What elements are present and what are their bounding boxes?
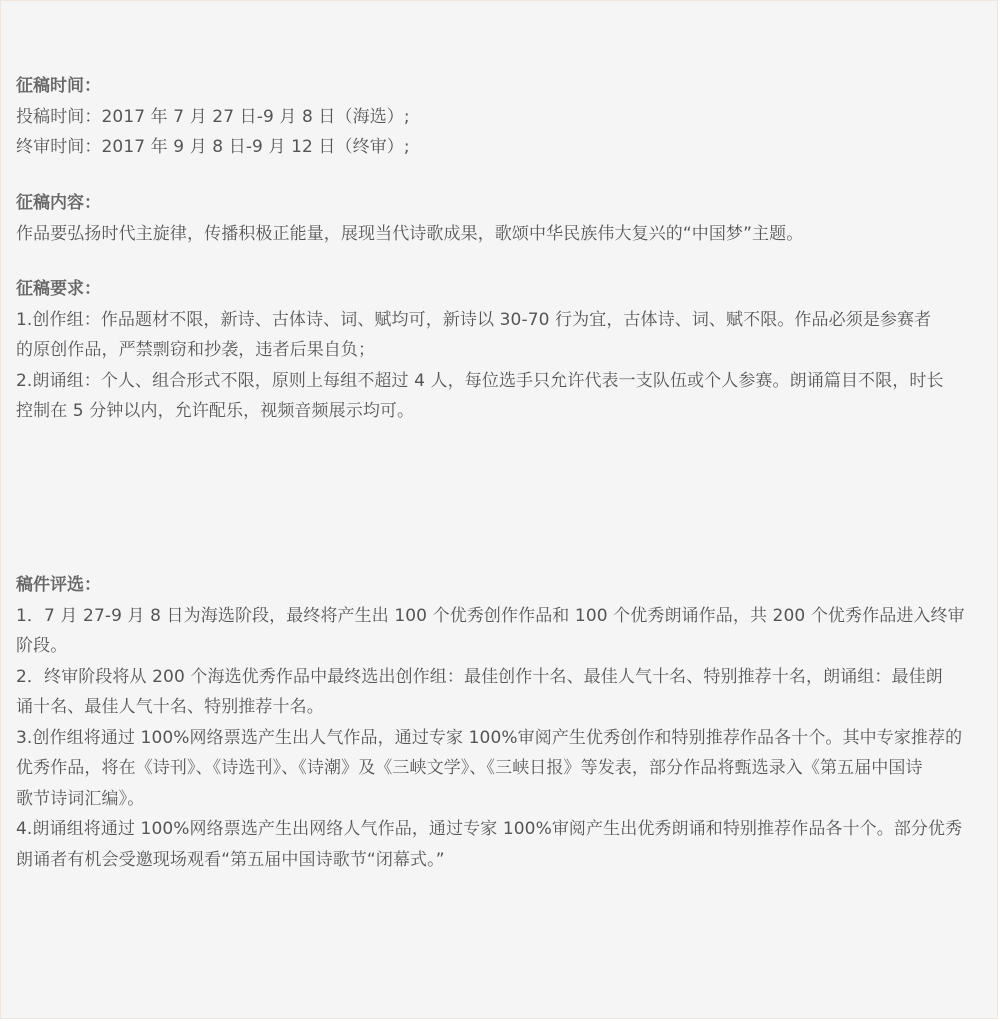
selection-section [16, 570, 977, 875]
paragraph-line: 歌节诗词汇编》。 [16, 788, 145, 809]
paragraph-line: 2．终审阶段将从 200 个海选优秀作品中最终选出创作组：最佳创作十名、最佳人气十名、特别推荐十名，朗诵组：最佳朗 [16, 666, 943, 687]
paragraph-line: 终审时间：2017 年 9 月 8 日-9 月 12 日（终审）; [16, 137, 410, 157]
section-heading: 征稿内容： [16, 193, 101, 213]
paragraph-line: 控制在 5 分钟以内，允许配乐，视频音频展示均可。 [16, 401, 415, 421]
submission-time-section [16, 71, 977, 163]
section-heading: 稿件评选： [16, 575, 101, 595]
paragraph-line: 4.朗诵组将通过 100%网络票选产生出网络人气作品，通过专家 100%审阅产生出优秀朗诵和特别推荐作品各十个。部分优秀 [16, 819, 963, 839]
paragraph-line: 1．7 月 27-9 月 8 日为海选阶段，最终将产生出 100 个优秀创作作品和 100 个优秀朗诵作品，共 200 个优秀作品进入终审 [16, 605, 965, 626]
paragraph-line: 的原创作品，严禁剽窃和抄袭，违者后果自负； [16, 340, 376, 360]
section-heading: 征稿时间： [16, 76, 101, 96]
paragraph-line: 1.创作组：作品题材不限，新诗、古体诗、词、赋均可，新诗以 30-70 行为宜，古体诗、词、赋不限。作品必须是参赛者 [16, 309, 932, 330]
paragraph-line: 3.创作组将通过 100%网络票选产生出人气作品，通过专家 100%审阅产生优秀创作和特别推荐作品各十个。其中专家推荐的 [16, 727, 963, 748]
requirements-section [16, 274, 977, 427]
paragraph-line: 诵十名、最佳人气十名、特别推荐十名。 [16, 697, 324, 717]
content-section [16, 188, 977, 249]
paragraph-line: 阶段。 [16, 636, 68, 656]
section-heading: 征稿要求： [16, 279, 101, 299]
paragraph-line: 朗诵者有机会受邀现场观看“第五届中国诗歌节“闭幕式。” [16, 849, 445, 870]
paragraph-line: 优秀作品，将在《诗刊》、《诗选刊》、《诗潮》及《三峡文学》、《三峡日报》等发表，部分作品将甄选录入《第五届中国诗 [16, 758, 923, 778]
paragraph-line: 作品要弘扬时代主旋律，传播积极正能量，展现当代诗歌成果，歌颂中华民族伟大复兴的“中国梦”主题。 [16, 223, 804, 244]
paragraph-line: 投稿时间：2017 年 7 月 27 日-9 月 8 日（海选）; [16, 106, 410, 127]
paragraph-line: 2.朗诵组：个人、组合形式不限，原则上每组不超过 4 人，每位选手只允许代表一支队伍或个人参赛。朗诵篇目不限，时长 [16, 370, 944, 391]
